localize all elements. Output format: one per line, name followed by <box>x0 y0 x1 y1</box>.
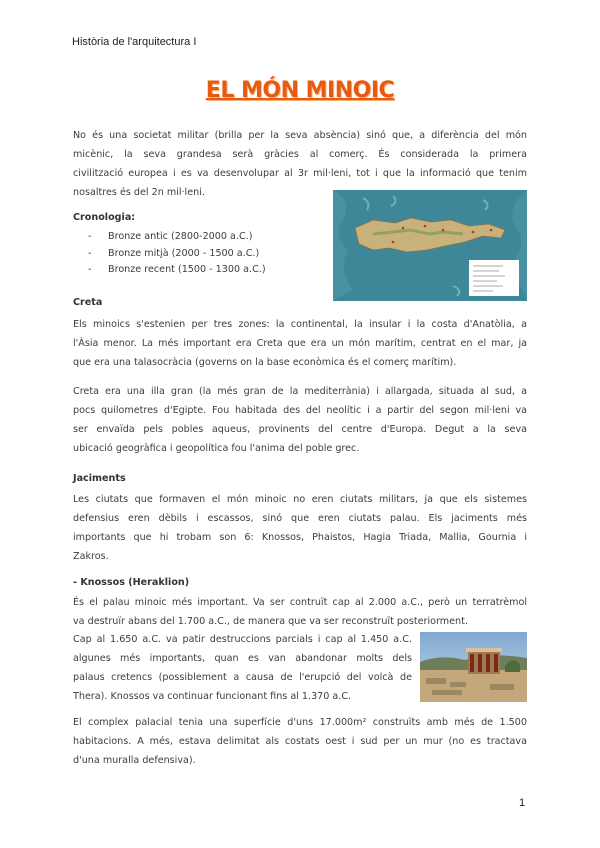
knossos-line: Cap al 1.650 a.C. va patir destruccions parcials i cap al 1.450 a.C. <box>73 634 412 645</box>
page-number: 1 <box>519 797 526 809</box>
knossos-line: habitacions. A més, estava delimitat als costats oest i sud per un mur (no es tractava <box>73 736 527 747</box>
crete-paragraph-2 <box>73 382 527 458</box>
crete-line: ser envaïda pels pobles aqueus, provinents del centre d'Europa. Degut a la seva <box>73 424 527 435</box>
intro-line: micènic, la seva grandesa serà gràcies al comerç. És considerada la primera <box>73 149 527 160</box>
crete-line: Els minoics s'estenien per tres zones: la continental, la insular i la costa d'Anatòlia, a <box>73 319 527 330</box>
list-item: - Bronze antic (2800-2000 a.C.) <box>88 231 253 242</box>
knossos-line: va destruïr abans del 1.700 a.C., de manera que va ser reconstruït posteriorment. <box>73 616 468 627</box>
intro-line: nosaltres és del 2n mil·leni. <box>73 187 205 198</box>
knossos-line: d'una muralla defensiva). <box>73 755 196 766</box>
crete-line: l'Àsia menor. La més important era Creta que era un món marítim, centrat en el mar, ja <box>73 338 527 349</box>
crete-line: pocs quilometres d'Egipte. Fou habitada des del neolític i a partir del segon mil·leni va <box>73 405 527 416</box>
sites-line: defensius eren dèbils i escassos, sinó que eren ciutats palau. Els jaciments més <box>73 513 527 524</box>
list-item: - Bronze recent (1500 - 1300 a.C.) <box>88 264 266 275</box>
intro-line: No és una societat militar (brilla per la seva absència) sinó que, a diferència del món <box>73 130 527 141</box>
crete-map-icon <box>333 190 527 301</box>
crete-paragraph-1 <box>73 315 527 372</box>
crete-line: que era una talasocràcia (governs on la base econòmica és el comerç marítim). <box>73 357 457 368</box>
knossos-paragraph-wrapped <box>73 630 412 706</box>
knossos-line: El complex palacial tenia una superfície d'uns 17.000m² construïts amb més de 1.500 <box>73 717 527 728</box>
chronology-list <box>88 229 266 279</box>
intro-line: civilització europea i es va desenvolupar al 3r mil·leni, tot i que la informació que tenim <box>73 168 527 179</box>
sites-line: Zakros. <box>73 551 109 562</box>
sites-heading: Jaciments <box>73 473 126 484</box>
crete-heading: Creta <box>73 297 103 308</box>
knossos-palace-photo <box>420 632 527 702</box>
knossos-line: És el palau minoic més important. Va ser contruït cap al 2.000 a.C., però un terratrèmol <box>73 597 527 608</box>
knossos-heading: - Knossos (Heraklion) <box>73 577 190 588</box>
knossos-complex-paragraph <box>73 713 527 770</box>
knossos-paragraph-top <box>73 593 527 631</box>
crete-map-image <box>333 190 527 301</box>
knossos-line: palaus cretencs (possiblement a causa de l'erupció del volcà de <box>73 672 412 683</box>
list-item: - Bronze mitjà (2000 - 1500 a.C.) <box>88 247 260 259</box>
sites-paragraph <box>73 490 527 566</box>
knossos-ruins-icon <box>420 632 527 702</box>
knossos-line: algunes més importants, quan es van abandonar molts dels <box>73 653 412 664</box>
document-header: Història de l'arquitectura I <box>72 36 197 48</box>
knossos-line: Thera). Knossos va continuar funcionant fins al 1.370 a.C. <box>73 691 352 702</box>
crete-line: ubicació geogràfica i geopolítica fou l'anima del poble grec. <box>73 443 360 454</box>
page-title: EL MÓN MINOIC <box>205 78 395 103</box>
crete-line: Creta era una illa gran (la més gran de la mediterrània) i allargada, situada al sud, a <box>73 386 527 397</box>
chronology-heading: Cronologia: <box>73 212 136 223</box>
sites-line: Les ciutats que formaven el món minoic no eren ciutats militars, ja que els sistemes <box>73 494 527 505</box>
sites-line: importants que hi trobam son 6: Knossos, Phaistos, Hagia Triada, Mallia, Gournia i <box>73 532 527 543</box>
